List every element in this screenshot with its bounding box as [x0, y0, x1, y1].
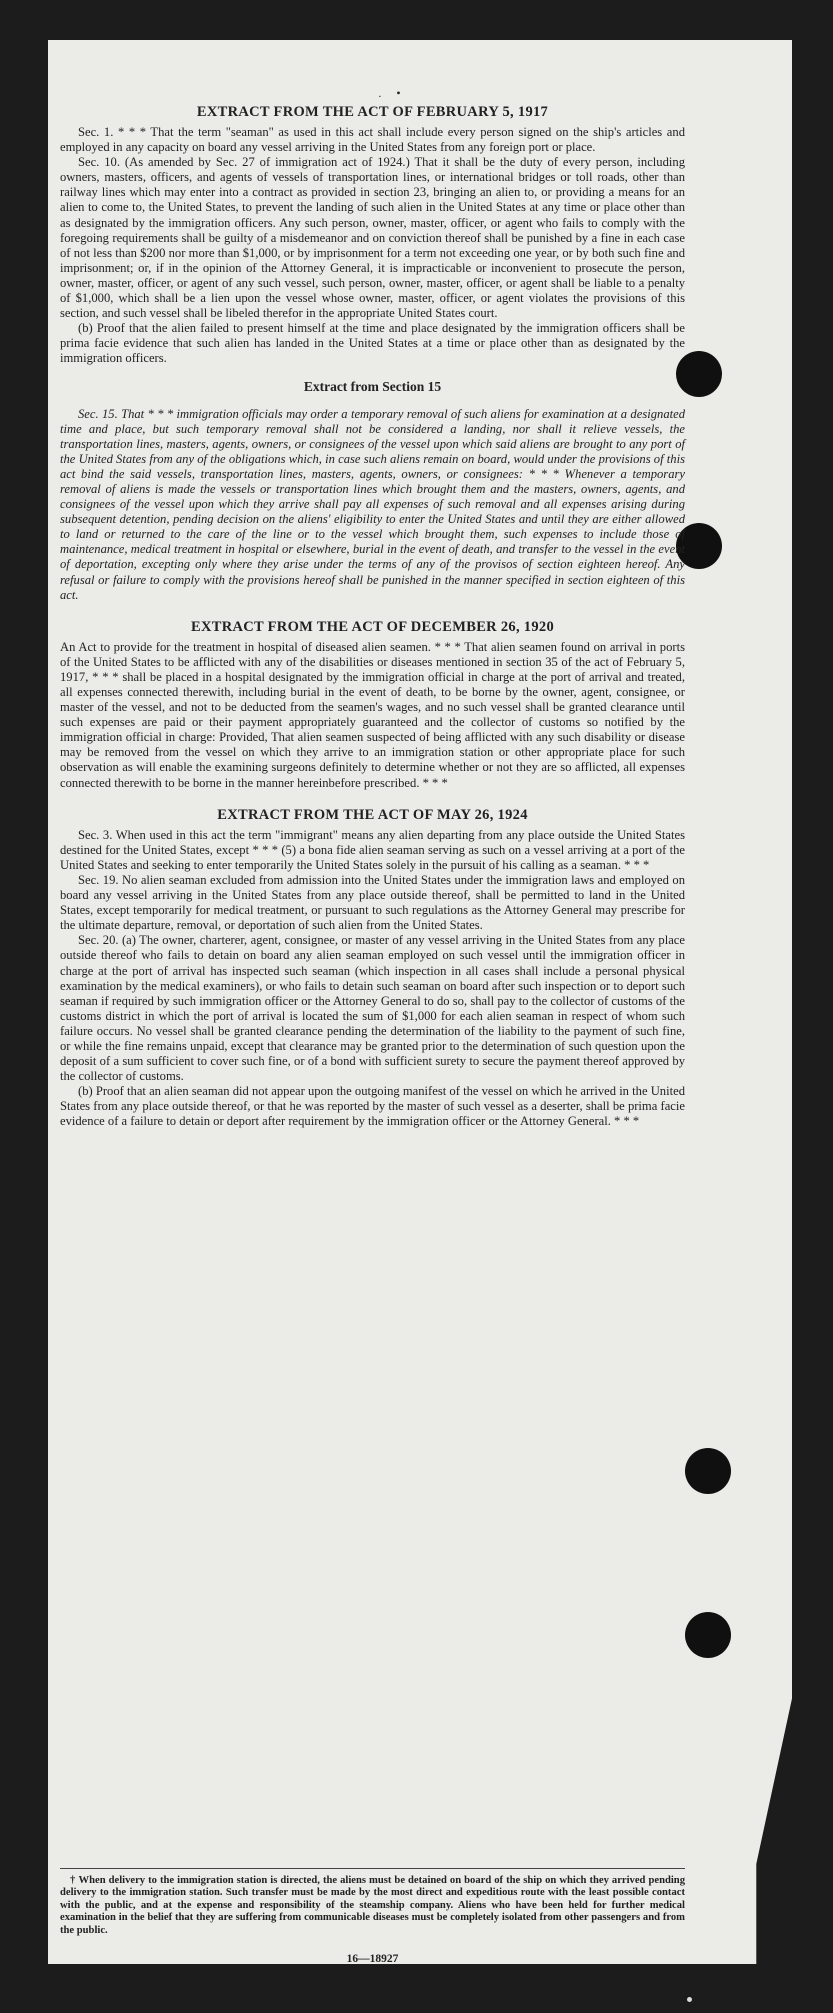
paragraph-1920: An Act to provide for the treatment in hospital of diseased alien seamen. * * * That alien seamen found on arrival in ports of the United States to be afflicted with any of the disabilities or diseases mentioned in section 35 of the act of February 5, 1917, * * * shall be placed in a hospital designated by the immigration official in charge at the port of arrival and treated, all expenses connected therewith, including burial in the event of death, to be borne by the owner, agent, consignee, or master of the vessel, and not to be deducted from the seamen's wages, and no such vessel shall be granted clearance until such expenses are paid or their payment appropriately guaranteed and the collector of customs so notified by the immigration official in charge: Provided, That alien seamen suspected of being afflicted with any such disability or disease may be removed from the vessel on which they arrive to an immigration station or other appropriate place for such observation as will enable the examining surgeons definitely to determine whether or not they are so afflicted, all expenses connected therewith to be borne in the manner hereinbefore prescribed. * * * — [60, 639, 685, 790]
paragraph-sec1: Sec. 1. * * * That the term "seaman" as used in this act shall include every person signed on the ship's articles and employed in any capacity on board any vessel arriving in the United States from any foreign port or place. — [60, 125, 685, 155]
punch-hole — [685, 1448, 731, 1494]
header-marks: . • — [378, 86, 407, 100]
document-body — [60, 88, 685, 1130]
paragraph-sec15: Sec. 15. That * * * immigration officials may order a temporary removal of such aliens for examination at a designated time and place, but such temporary removal shall not be considered a landing, nor shall it relieve vessels, the transportation lines, masters, agents, owners, or consignees of the vessel upon which said aliens are brought to any port of the United States from any of the obligations which, in case such aliens remain on board, would under the provisions of this act bind the said vessels, transportation lines, masters, agents, owners, or consignees: * * * Whenever a temporary removal of aliens is made the vessels or transportation lines which brought them and the masters, owners, agents, and consignees of the vessel upon which they arrive shall pay all expenses of such removal and all expenses arising during subsequent detention, pending decision on the aliens' eligibility to enter the United States and until they are either allowed to land or returned to the care of the line or to the vessel which brought them, such expenses to include those of maintenance, medical treatment in hospital or elsewhere, burial in the event of death, and transfer to the vessel in the event of deportation, excepting only where they arise under the terms of any of the provisos of section eighteen hereof. Any refusal or failure to comply with the provisions hereof shall be punished in the manner specified in section eighteen of this act. — [60, 406, 685, 602]
section-title-1917: EXTRACT FROM THE ACT OF FEBRUARY 5, 1917 — [196, 104, 549, 120]
document-number: 16—18927 — [346, 1953, 399, 1966]
paper-speck — [687, 1997, 692, 2002]
section-title-sec15: Extract from Section 15 — [303, 378, 442, 394]
footnote-block — [60, 1868, 685, 1965]
paragraph-sec20a: Sec. 20. (a) The owner, charterer, agent, consignee, or master of any vessel arriving in the United States from any place outside thereof who fails to detain on board any alien seaman employed on such vessel until the immigration officer in charge at the port of arrival has inspected such seaman (which inspection in all cases shall include a personal physical examination by the medical examiners), or who fails to detain such seaman on board after such inspection or to deport such seaman if required by such immigration officer or the Attorney General to do so, shall pay to the collector of customs of the customs district in which the port of arrival is located the sum of $1,000 for each alien seaman in respect of whom such failure occurs. No vessel shall be granted clearance pending the determination of the liability to the payment of such fine, or while the fine remains unpaid, except that clearance may be granted prior to the determination of such question upon the deposit of a sum sufficient to cover such fine, or of a bond with sufficient surety to secure the payment thereof approved by the collector of customs. — [60, 933, 685, 1084]
section-title-1924: EXTRACT FROM THE ACT OF MAY 26, 1924 — [217, 806, 528, 823]
paragraph-sec10: Sec. 10. (As amended by Sec. 27 of immigration act of 1924.) That it shall be the duty of every person, including owners, masters, officers, and agents of vessels of transportation lines, or international bridges or toll roads, other than railway lines which may enter into a contract as provided in section 23, bringing an alien to, or providing a means for an alien to come to, the United States, to prevent the landing of such alien in the United States at any time or place other than as designated by the immigration officers. Any such person, owner, master, officer, or agent who fails to comply with the foregoing requirements shall be guilty of a misdemeanor and on conviction thereof shall be punished by a fine in each case of not less than $200 nor more than $1,000, or by imprisonment for a term not exceeding one year, or by both such fine and imprisonment; or, if in the opinion of the Attorney General, it is impracticable or inconvenient to prosecute the person, owner, master, officer, or agent of any such vessel, such person, owner, master, officer, or agent shall be liable to a penalty of $1,000, which shall be a lien upon the vessel whose owner, master, officer, or agent violates the provisions of this section, and such vessel shall be libeled therefor in the appropriate United States court. — [60, 155, 685, 321]
punch-hole — [685, 1612, 731, 1658]
section-title-1920: EXTRACT FROM THE ACT OF DECEMBER 26, 1920 — [190, 618, 555, 635]
paragraph-sec10b: (b) Proof that the alien failed to present himself at the time and place designated by the immigration officers shall be prima facie evidence that such alien has landed in the United States at a time or place other than as designated by the immigration officers. — [60, 321, 685, 366]
footnote-text: † When delivery to the immigration station is directed, the aliens must be detained on board of the ship on which they arrived pending delivery to the immigration station. Such transfer must be made by the most direct and expeditious route with the least possible contact with the public, and at the expense and responsibility of the steamship company. Aliens who have been held for further medical examination in the belief that they are suffering from communicable diseases must be completely isolated from other passengers and from the public. — [60, 1875, 685, 1936]
paragraph-sec3: Sec. 3. When used in this act the term "immigrant" means any alien departing from any place outside the United States destined for the United States, except * * * (5) a bona fide alien seaman serving as such on a vessel arriving at a port of the United States and seeking to enter temporarily the United States solely in the pursuit of his calling as a seaman. * * * — [60, 827, 685, 872]
paragraph-sec20b: (b) Proof that an alien seaman did not appear upon the outgoing manifest of the vessel on which he arrived in the United States from any place outside thereof, or that he was reported by the master of such vessel as a deserter, shall be prima facie evidence of a failure to detain or deport after requirement by the immigration officer or the Attorney General. * * * — [60, 1084, 685, 1129]
paragraph-sec19: Sec. 19. No alien seaman excluded from admission into the United States under the immigration laws and employed on board any vessel arriving in the United States from any place outside thereof, shall be permitted to land in the United States, except temporarily for medical treatment, or pursuant to such regulations as the Attorney General may prescribe for the ultimate departure, removal, or deportation of such alien from the United States. — [60, 872, 685, 933]
